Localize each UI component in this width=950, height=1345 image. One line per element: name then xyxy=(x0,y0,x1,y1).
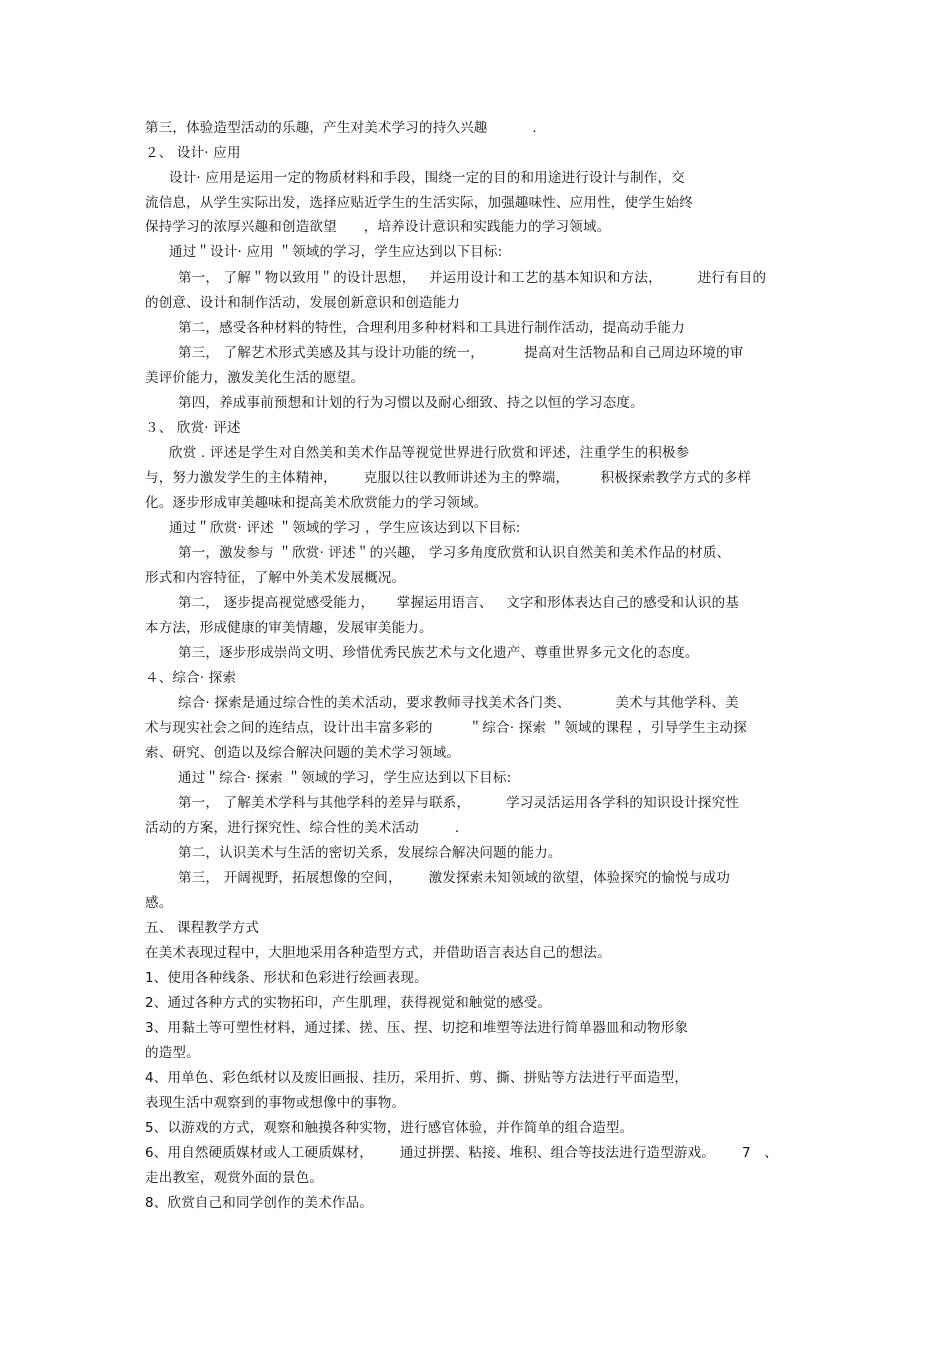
text-line: 在美术表现过程中，大胆地采用各种造型方式，并借助语言表达自己的想法。 xyxy=(145,945,611,961)
text-line: 第二，感受各种材料的特性，合理利用多种材料和工具进行制作活动，提高动手能力 xyxy=(178,320,685,336)
text-line: 活动的方案，进行探究性、综合性的美术活动 . xyxy=(145,820,460,836)
text-line: 综合· 探索是通过综合性的美术活动，要求教师寻找美术各门类、 美术与其他学科、美 xyxy=(178,695,739,711)
list-item: 6、用自然硬质媒材或人工硬质媒材， 通过拼摆、粘接、堆积、组合等技法进行造型游戏。 7 、 xyxy=(145,1145,778,1161)
text-line: 第二，认识美术与生活的密切关系，发展综合解决问题的能力。 xyxy=(178,845,562,861)
text-line: 本方法，形成健康的审美情趣，发展审美能力。 xyxy=(145,620,433,636)
text-line: 通过＂设计· 应用 ＂领域的学习，学生应达到以下目标: xyxy=(169,244,503,260)
section-heading: ２、 设计· 应用 xyxy=(145,145,241,161)
list-item-continuation: 的造型。 xyxy=(145,1045,200,1061)
text-line: 形式和内容特征，了解中外美术发展概况。 xyxy=(145,570,406,586)
text-line: 第四，养成事前预想和计划的行为习惯以及耐心细致、持之以恒的学习态度。 xyxy=(178,395,644,411)
text-line: 术与现实社会之间的连结点，设计出丰富多彩的 ＂综合· 探索 ＂领域的课程 ，引导学生主动探 xyxy=(145,720,747,736)
text-line: 第一， 了解美术学科与其他学科的差异与联系， 学习灵活运用各学科的知识设计探究性 xyxy=(178,795,740,811)
text-line: 第二， 逐步提高视觉感受能力， 掌握运用语言、 文字和形体表达自己的感受和认识的基 xyxy=(178,595,740,611)
list-item: 4、用单色、彩色纸材以及废旧画报、挂历，采用折、剪、撕、拼贴等方法进行平面造型， xyxy=(145,1070,689,1086)
text-line: 第三，逐步形成崇尚文明、珍惜优秀民族艺术与文化遗产、尊重世界多元文化的态度。 xyxy=(178,645,699,661)
text-line: 的创意、设计和制作活动，发展创新意识和创造能力 xyxy=(145,295,461,311)
list-item: 5、以游戏的方式，观察和触摸各种实物，进行感官体验，并作简单的组合造型。 xyxy=(145,1120,634,1136)
list-item-continuation: 表现生活中观察到的事物或想像中的事物。 xyxy=(145,1095,406,1111)
text-line: 第一，激发参与 ＂欣赏· 评述＂的兴趣， 学习多角度欣赏和认识自然美和美术作品的材质、 xyxy=(178,545,731,561)
text-line: 设计· 应用是运用一定的物质材料和手段，围绕一定的目的和用途进行设计与制作，交 xyxy=(169,170,685,186)
section-heading: 五、 课程教学方式 xyxy=(145,920,260,936)
list-item-continuation: 走出教室，观赏外面的景色。 xyxy=(145,1170,324,1186)
list-item: 2、通过各种方式的实物拓印，产生肌理，获得视觉和触觉的感受。 xyxy=(145,995,552,1011)
text-line: 通过＂欣赏· 评述 ＂领域的学习 ，学生应该达到以下目标: xyxy=(169,520,521,536)
list-item: 1、使用各种线条、形状和色彩进行绘画表现。 xyxy=(145,970,428,986)
text-line: 化。逐步形成审美趣味和提高美术欣赏能力的学习领域。 xyxy=(145,495,488,511)
section-heading: ４、综合· 探索 xyxy=(145,670,237,686)
text-line: 第三， 开阔视野，拓展想像的空间， 激发探索未知领域的欲望，体验探究的愉悦与成功 xyxy=(178,870,731,886)
text-line: 感。 xyxy=(145,895,173,911)
list-item: 3、用黏土等可塑性材料，通过揉、搓、压、捏、切挖和堆塑等法进行简单器皿和动物形象 xyxy=(145,1020,689,1036)
text-line: 第三，体验造型活动的乐趣，产生对美术学习的持久兴趣 . xyxy=(145,120,537,136)
text-line: 美评价能力，激发美化生活的愿望。 xyxy=(145,370,365,386)
text-line: 第一， 了解＂物以致用＂的设计思想， 并运用设计和工艺的基本知识和方法， 进行有目的 xyxy=(178,270,767,286)
list-item: 8、欣赏自己和同学创作的美术作品。 xyxy=(145,1195,373,1211)
text-line: 索、研究、创造以及综合解决问题的美术学习领域。 xyxy=(145,745,461,761)
text-line: 与，努力激发学生的主体精神， 克服以往以教师讲述为主的弊端， 积极探索教学方式的多样 xyxy=(145,470,752,486)
section-heading: ３、 欣赏· 评述 xyxy=(145,420,241,436)
text-line: 流信息，从学生实际出发，选择应贴近学生的生活实际，加强趣味性、应用性，使学生始终 xyxy=(145,195,693,211)
text-line: 保持学习的浓厚兴趣和创造欲望 ，培养设计意识和实践能力的学习领域。 xyxy=(145,219,611,235)
text-line: 通过＂综合· 探索 ＂领域的学习，学生应达到以下目标: xyxy=(178,770,512,786)
text-line: 第三， 了解艺术形式美感及其与设计功能的统一， 提高对生活物品和自己周边环境的审 xyxy=(178,345,744,361)
text-line: 欣赏 . 评述是学生对自然美和美术作品等视觉世界进行欣赏和评述，注重学生的积极参 xyxy=(169,445,690,461)
